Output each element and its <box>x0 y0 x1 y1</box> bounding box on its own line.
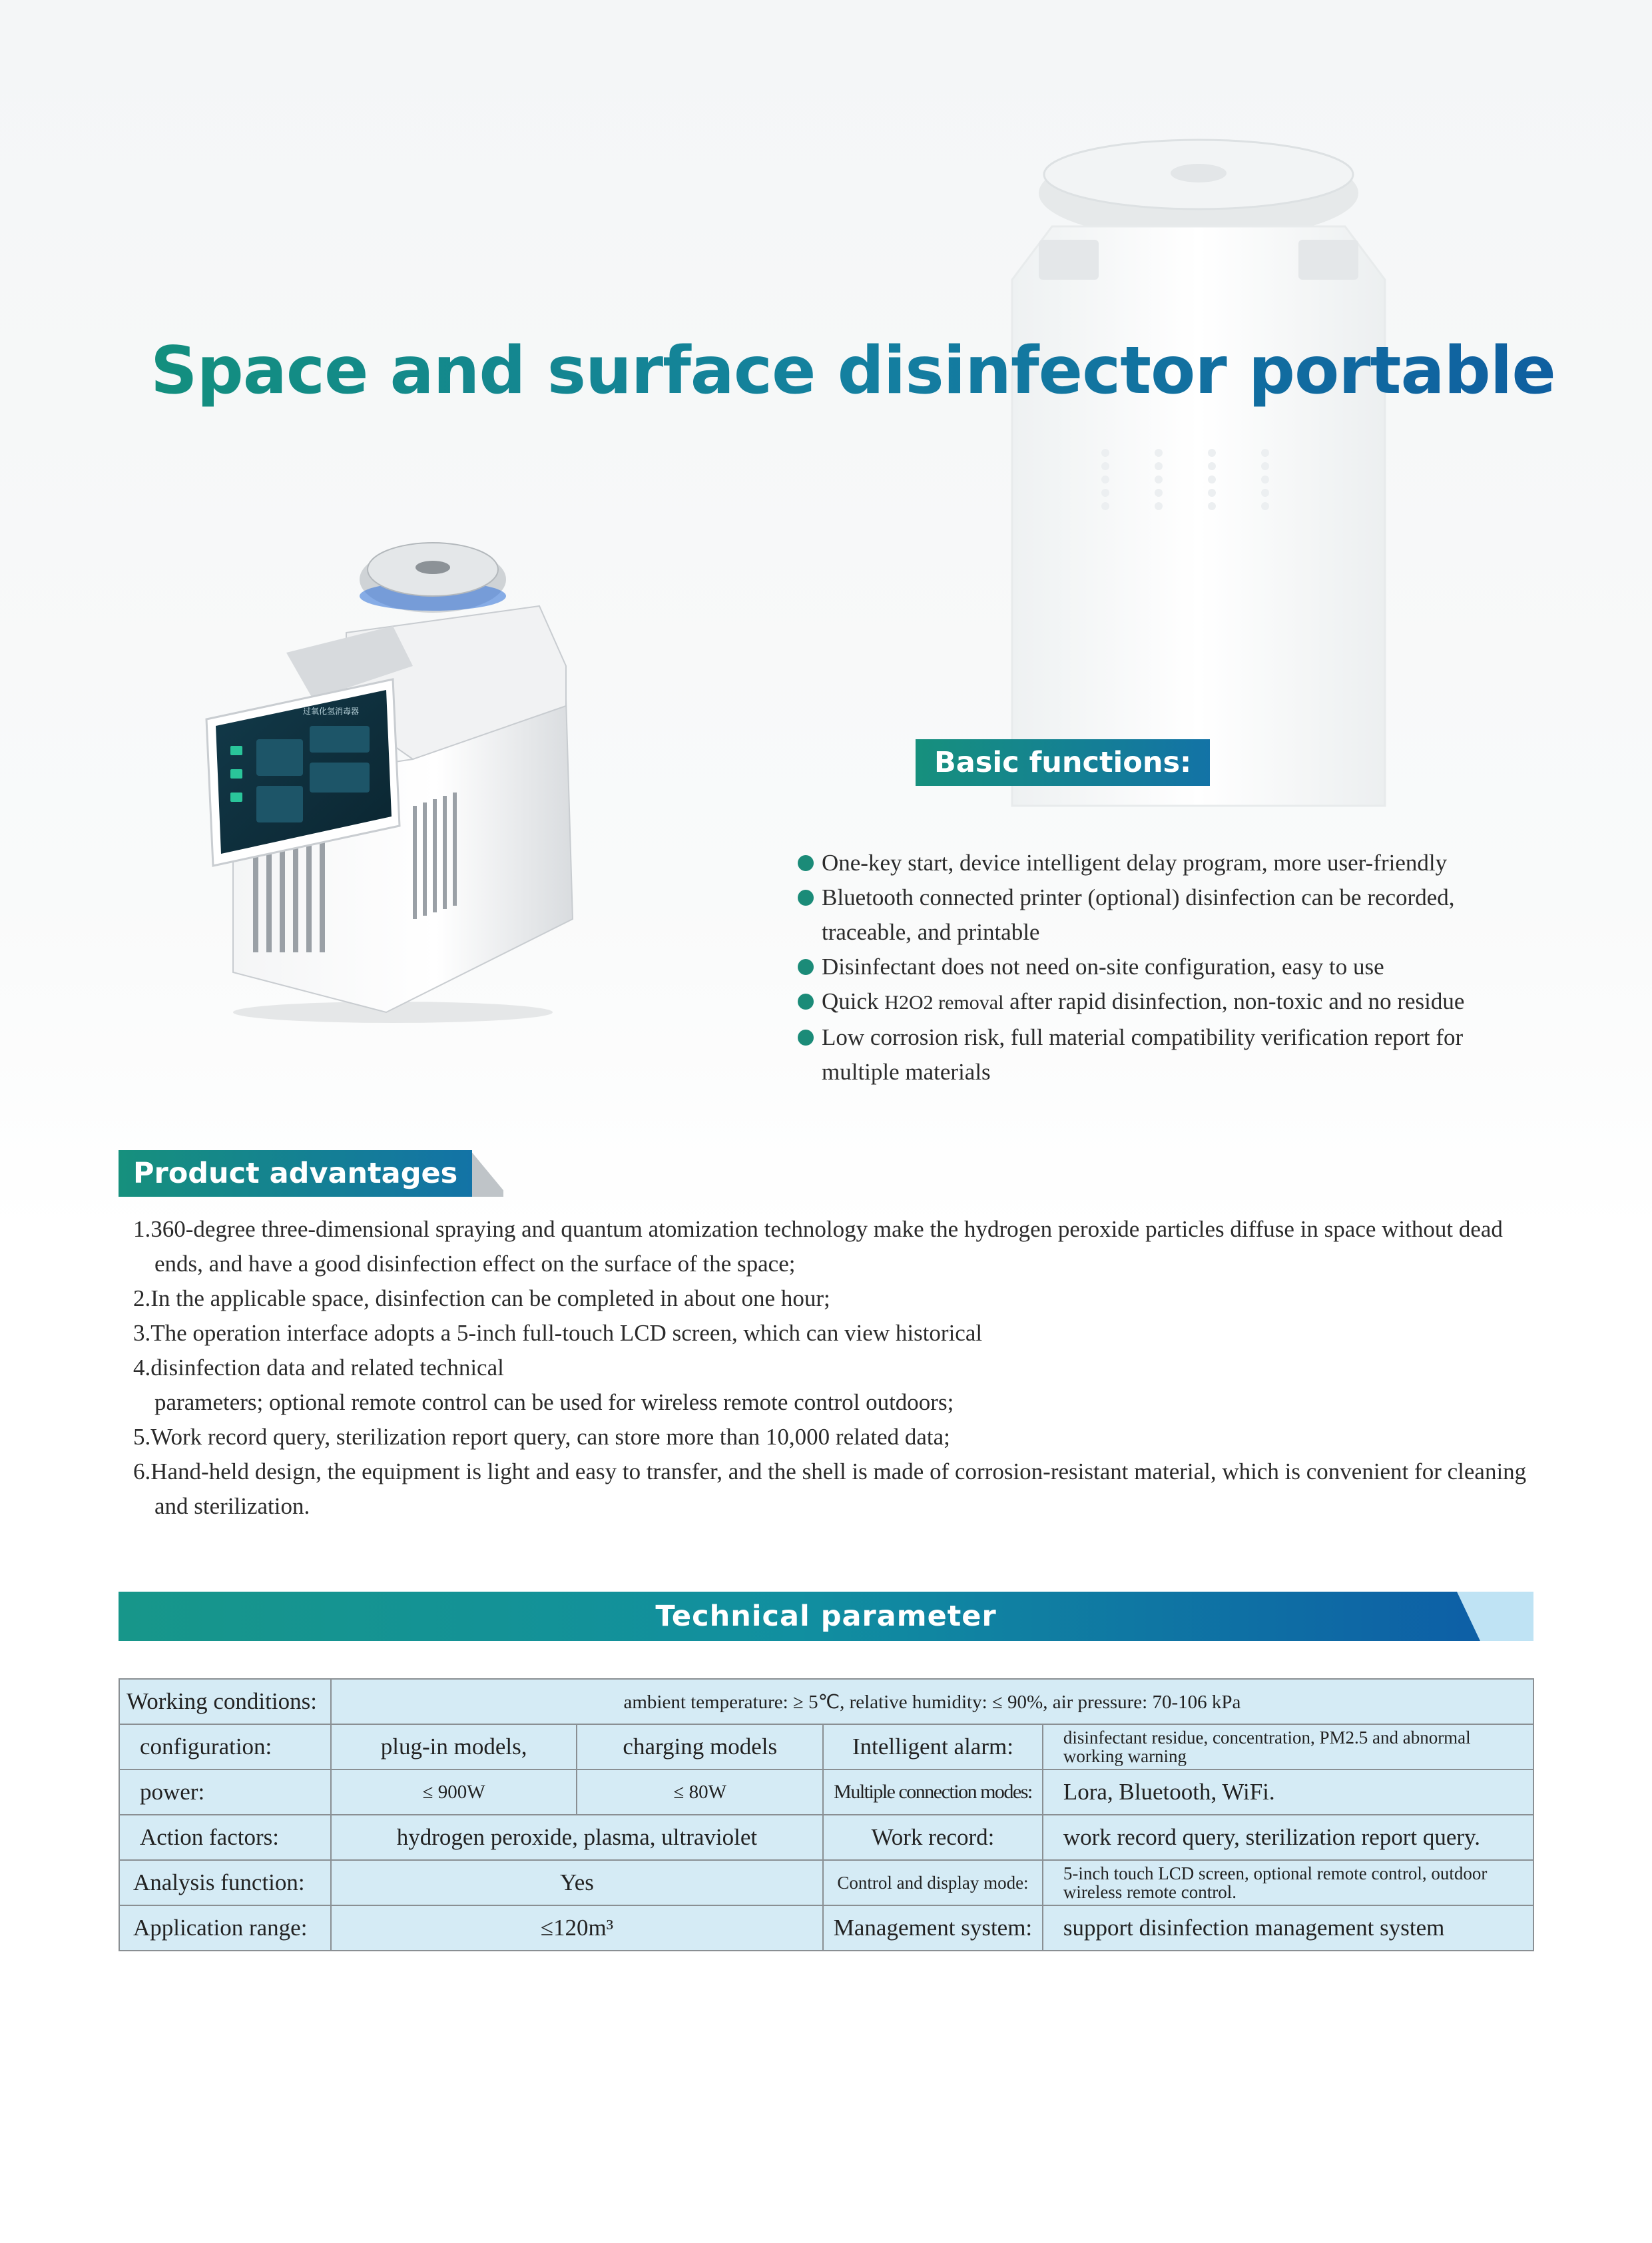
param-label: Management system: <box>823 1905 1043 1951</box>
param-label: Work record: <box>823 1815 1043 1860</box>
advantage-line: 2.In the applicable space, disinfection can be completed in about one hour; <box>133 1285 830 1311</box>
table-row <box>119 1724 1533 1769</box>
page-title: Space and surface disinfector portable <box>150 333 1555 409</box>
bullet-dot-icon <box>798 959 814 975</box>
bullet-dot-icon <box>798 1030 814 1046</box>
technical-parameter-banner <box>119 1592 1533 1641</box>
table-row <box>119 1679 1533 1724</box>
param-value: ≤ 80W <box>577 1769 823 1815</box>
list-item: Low corrosion risk, full material compatibility verification report for multiple materials <box>798 1020 1543 1090</box>
param-value: work record query, sterilization report query. <box>1043 1815 1533 1860</box>
advantage-line: 4.disinfection data and related technical <box>133 1355 504 1381</box>
technical-parameter-table <box>119 1678 1534 1951</box>
param-label: configuration: <box>119 1724 331 1769</box>
product-advantages-heading-tag <box>119 1150 472 1197</box>
param-label: Working conditions: <box>119 1679 331 1724</box>
list-item: Quick H2O2 removal after rapid disinfection, non-toxic and no residue <box>798 984 1543 1020</box>
param-label: Intelligent alarm: <box>823 1724 1043 1769</box>
background-product-image <box>959 133 1438 832</box>
advantage-line: 6.Hand-held design, the equipment is light and easy to transfer, and the shell is made of corrosion-resistant material, which is convenient for cleaning and sterilization. <box>133 1458 1527 1519</box>
device-screen-header: 过氧化氢消毒器 <box>303 707 360 716</box>
param-label: power: <box>119 1769 331 1815</box>
product-advantages-text <box>133 1212 1531 1524</box>
param-value: ≤ 900W <box>331 1769 577 1815</box>
product-advantages-heading: Product advantages <box>119 1150 472 1197</box>
list-item: Disinfectant does not need on-site configuration, easy to use <box>798 950 1543 984</box>
bullet-dot-icon <box>798 890 814 906</box>
advantage-line: parameters; optional remote control can be used for wireless remote control outdoors; <box>154 1389 954 1415</box>
list-item: Bluetooth connected printer (optional) disinfection can be recorded, traceable, and printable <box>798 880 1543 950</box>
basic-functions-list <box>798 846 1543 1090</box>
advantage-line: 1.360-degree three-dimensional spraying and quantum atomization technology make the hydrogen peroxide particles diffuse in space without dead ends, and have a good disinfection effect on the surface of the space; <box>133 1216 1503 1277</box>
advantage-line: 5.Work record query, sterilization report query, can store more than 10,000 related data; <box>133 1424 950 1450</box>
param-label: Action factors: <box>119 1815 331 1860</box>
advantage-line: 3.The operation interface adopts a 5-inch full-touch LCD screen, which can view historical <box>133 1320 983 1346</box>
bullet-dot-icon <box>798 855 814 871</box>
param-value: charging models <box>577 1724 823 1769</box>
param-value: Yes <box>331 1860 823 1905</box>
basic-functions-heading-tag <box>916 739 1210 786</box>
param-label: Multiple connection modes: <box>823 1769 1043 1815</box>
list-item: One-key start, device intelligent delay program, more user-friendly <box>798 846 1543 880</box>
param-label: Analysis function: <box>119 1860 331 1905</box>
bullet-dot-icon <box>798 994 814 1010</box>
table-row <box>119 1860 1533 1905</box>
table-row <box>119 1769 1533 1815</box>
param-value: ambient temperature: ≥ 5℃, relative humidity: ≤ 90%, air pressure: 70-106 kPa <box>331 1679 1533 1724</box>
product-image <box>193 506 593 1026</box>
param-value: plug-in models, <box>331 1724 577 1769</box>
table-row <box>119 1905 1533 1951</box>
param-value: support disinfection management system <box>1043 1905 1533 1951</box>
param-label: Application range: <box>119 1905 331 1951</box>
basic-functions-heading: Basic functions: <box>916 739 1210 786</box>
param-value: 5-inch touch LCD screen, optional remote control, outdoor wireless remote control. <box>1043 1860 1533 1905</box>
param-label: Control and display mode: <box>823 1860 1043 1905</box>
technical-parameter-heading: Technical parameter <box>655 1600 997 1633</box>
param-value: ≤120m³ <box>331 1905 823 1951</box>
table-row <box>119 1815 1533 1860</box>
param-value: hydrogen peroxide, plasma, ultraviolet <box>331 1815 823 1860</box>
param-value: disinfectant residue, concentration, PM2.5 and abnormal working warning <box>1043 1724 1533 1769</box>
param-value: Lora, Bluetooth, WiFi. <box>1043 1769 1533 1815</box>
